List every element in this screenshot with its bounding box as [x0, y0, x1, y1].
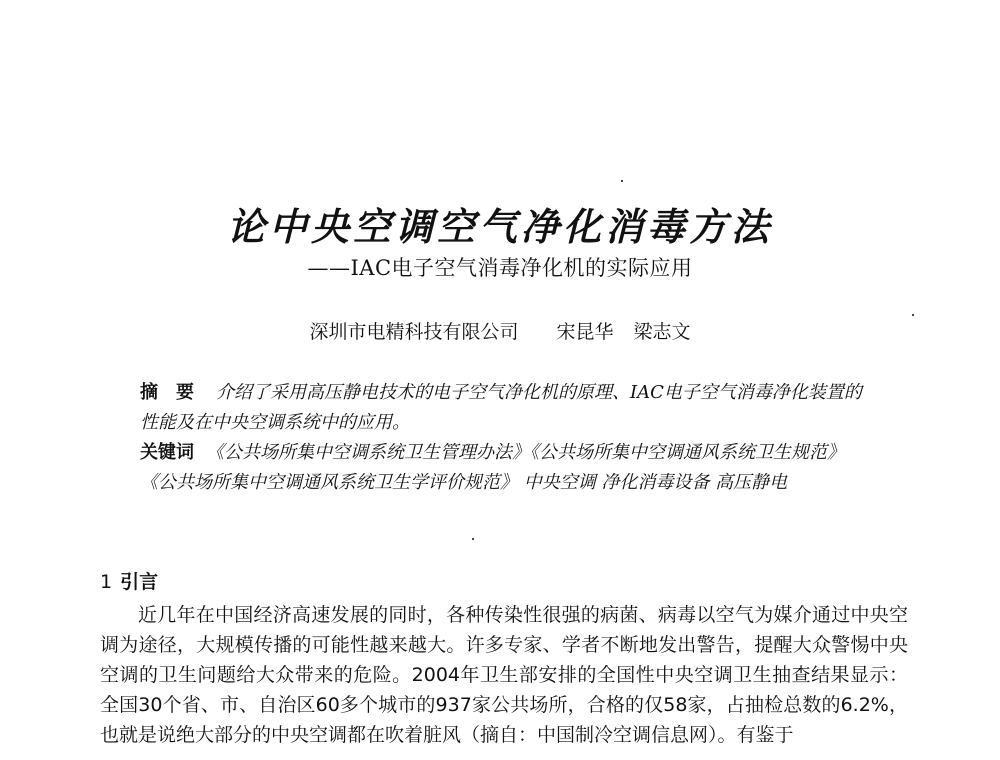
body-paragraph: 近几年在中国经济高速发展的同时，各种传染性很强的病菌、病毒以空气为媒介通过中央空调为途径，大规模传播的可能性越来越大。许多专家、学者不断地发出警告，提醒大众警惕中央空调的卫生问题给大众带来的危险。2004年卫生部安排的全国性中央空调卫生抽查结果显示：全国30个省、市、自治区60多个城市的937家公共场所，合格的仅58家，占抽检总数的6.2%，也就是说绝大部分的中央空调都在吹着脏风（摘自：中国制冷空调信息网）。有鉴于: [100, 604, 908, 746]
keywords-label: 关键词: [140, 442, 194, 463]
abstract-label: 摘要: [140, 382, 212, 403]
section-title: 引言: [120, 571, 159, 593]
scan-speck: [621, 180, 623, 182]
abstract: [140, 378, 870, 438]
section-heading: [100, 567, 158, 594]
section-number: 1: [100, 571, 113, 593]
paper-subtitle: ——IAC电子空气消毒净化机的实际应用: [307, 256, 693, 280]
paper-title: 论中央空调空气净化消毒方法: [226, 204, 773, 249]
author-name: 梁志文: [633, 321, 691, 343]
author-name: 宋昆华: [556, 321, 614, 343]
abstract-text: 介绍了采用高压静电技术的电子空气净化机的原理、IAC电子空气消毒净化装置的性能及在中央空调系统中的应用。: [140, 382, 862, 433]
keywords: [140, 438, 870, 498]
scan-speck: [472, 538, 474, 540]
author-line: [0, 317, 1000, 344]
keywords-text: 《公共场所集中空调系统卫生管理办法》《公共场所集中空调通风系统卫生规范》《公共场所集中空调通风系统卫生学评价规范》 中央空调 净化消毒设备 高压静电: [140, 442, 845, 493]
affiliation: 深圳市电精科技有限公司: [309, 321, 519, 343]
scan-speck: [912, 314, 914, 316]
